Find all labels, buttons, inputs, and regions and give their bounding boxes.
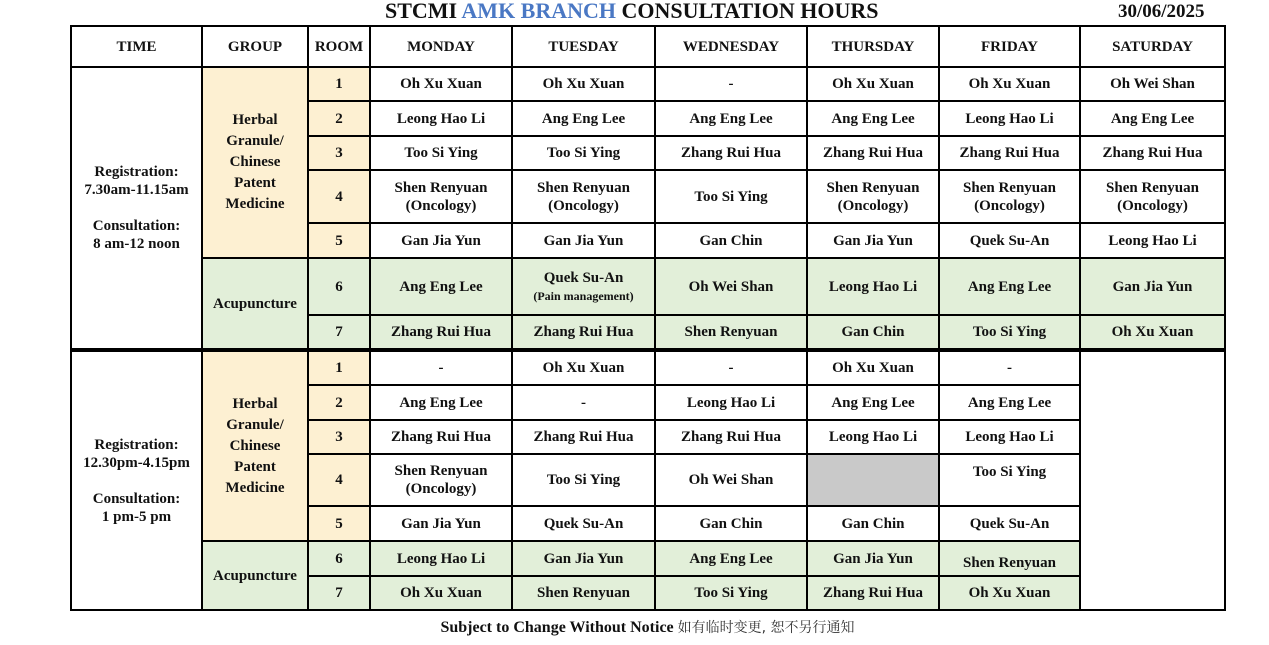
schedule-table	[70, 25, 1226, 611]
doctor-cell: -	[655, 67, 807, 101]
doctor-cell: Quek Su-An	[939, 506, 1080, 541]
doctor-cell: Oh Wei Shan	[655, 258, 807, 315]
doctor-cell: Zhang Rui Hua	[370, 315, 512, 350]
room-number: 6	[308, 541, 370, 576]
room-number: 5	[308, 506, 370, 541]
col-room: ROOM	[308, 26, 370, 67]
doctor-cell: Zhang Rui Hua	[807, 136, 939, 170]
doctor-cell: Zhang Rui Hua	[655, 136, 807, 170]
doctor-cell: Oh Wei Shan	[1080, 67, 1225, 101]
doctor-name: Shen Renyuan	[394, 463, 488, 479]
doctor-cell: Gan Jia Yun	[370, 506, 512, 541]
doctor-cell: Oh Xu Xuan	[939, 576, 1080, 610]
table-row	[71, 350, 1225, 385]
doctor-cell: Ang Eng Lee	[370, 385, 512, 420]
doctor-cell: Zhang Rui Hua	[512, 420, 655, 454]
doctor-cell: Too Si Ying	[655, 576, 807, 610]
doctor-name: Shen Renyuan	[394, 179, 488, 196]
schedule-date: 30/06/2025	[1118, 1, 1205, 22]
doctor-cell: Ang Eng Lee	[655, 101, 807, 136]
doctor-cell: Oh Wei Shan	[655, 454, 807, 506]
doctor-cell: Ang Eng Lee	[370, 258, 512, 315]
doctor-cell: -	[512, 385, 655, 420]
doctor-cell: Quek Su-An	[512, 506, 655, 541]
doctor-cell: Gan Jia Yun	[512, 223, 655, 258]
room-number: 5	[308, 223, 370, 258]
doctor-cell: Oh Xu Xuan	[807, 350, 939, 385]
group-label-line: Patent	[234, 175, 276, 191]
specialty: (Oncology)	[974, 197, 1045, 214]
room-number: 4	[308, 170, 370, 223]
doctor-cell: Gan Jia Yun	[807, 541, 939, 576]
title-branch: AMK BRANCH	[461, 0, 617, 23]
specialty: (Oncology)	[837, 197, 909, 214]
col-monday: MONDAY	[370, 26, 512, 67]
consult-time: 1 pm-5 pm	[101, 508, 172, 525]
group-label-line: Granule/	[226, 416, 284, 433]
doctor-cell: Ang Eng Lee	[807, 385, 939, 420]
doctor-cell: Quek Su-An	[939, 223, 1080, 258]
group-label-line: Chinese	[229, 437, 281, 454]
doctor-cell: Ang Eng Lee	[512, 101, 655, 136]
consult-label: Consultation:	[92, 490, 181, 507]
doctor-cell: Ang Eng Lee	[939, 385, 1080, 420]
col-group: GROUP	[202, 26, 308, 67]
col-friday: FRIDAY	[939, 26, 1080, 67]
group-herbal	[202, 67, 308, 258]
doctor-cell	[807, 170, 939, 223]
doctor-cell: -	[370, 350, 512, 385]
room-number: 3	[308, 420, 370, 454]
header-row	[71, 26, 1225, 67]
title-suffix: CONSULTATION HOURS	[621, 0, 879, 23]
doctor-cell: Ang Eng Lee	[939, 258, 1080, 315]
doctor-cell: Leong Hao Li	[370, 101, 512, 136]
doctor-cell	[939, 170, 1080, 223]
doctor-cell: Oh Xu Xuan	[1080, 315, 1225, 350]
doctor-cell: Leong Hao Li	[807, 420, 939, 454]
doctor-cell: Ang Eng Lee	[807, 101, 939, 136]
doctor-cell: Zhang Rui Hua	[807, 576, 939, 610]
doctor-cell	[512, 170, 655, 223]
reg-time: 12.30pm-4.15pm	[83, 454, 190, 471]
table-row	[71, 541, 1225, 576]
col-thursday: THURSDAY	[807, 26, 939, 67]
notice-english: Subject to Change Without Notice	[440, 619, 674, 636]
doctor-cell: Zhang Rui Hua	[512, 315, 655, 350]
saturday-closed-cell	[1080, 350, 1225, 610]
doctor-cell: Too Si Ying	[655, 170, 807, 223]
doctor-cell: Shen Renyuan	[939, 541, 1080, 576]
page-title	[385, 0, 878, 24]
doctor-cell: Zhang Rui Hua	[655, 420, 807, 454]
room-number: 2	[308, 101, 370, 136]
doctor-cell: Shen Renyuan	[512, 576, 655, 610]
doctor-cell: Zhang Rui Hua	[1080, 136, 1225, 170]
reg-label: Registration:	[94, 436, 179, 453]
doctor-name: Shen Renyuan	[963, 179, 1056, 196]
group-acupuncture: Acupuncture	[202, 541, 308, 610]
doctor-cell: Gan Jia Yun	[807, 223, 939, 258]
doctor-cell: Gan Jia Yun	[512, 541, 655, 576]
room-number: 3	[308, 136, 370, 170]
reg-label: Registration:	[94, 164, 179, 180]
doctor-cell: -	[655, 350, 807, 385]
doctor-cell: Gan Chin	[807, 506, 939, 541]
doctor-cell: Leong Hao Li	[655, 385, 807, 420]
table-row	[71, 67, 1225, 101]
col-tuesday: TUESDAY	[512, 26, 655, 67]
col-time: TIME	[71, 26, 202, 67]
specialty: (Pain management)	[533, 288, 634, 303]
room-number: 1	[308, 350, 370, 385]
footer-notice	[0, 617, 1269, 637]
doctor-cell: Oh Xu Xuan	[512, 67, 655, 101]
doctor-cell: Oh Xu Xuan	[939, 67, 1080, 101]
doctor-cell: Too Si Ying	[939, 454, 1080, 506]
doctor-name: Shen Renyuan	[1106, 179, 1199, 196]
notice-chinese: 如有临时变更, 恕不另行通知	[677, 620, 855, 636]
doctor-cell	[512, 258, 655, 315]
doctor-cell: Too Si Ying	[512, 454, 655, 506]
doctor-cell: Gan Chin	[807, 315, 939, 350]
specialty: (Oncology)	[405, 197, 477, 214]
room-number: 7	[308, 315, 370, 350]
doctor-cell: Ang Eng Lee	[1080, 101, 1225, 136]
consult-label: Consultation:	[92, 218, 181, 234]
doctor-cell: Gan Chin	[655, 506, 807, 541]
afternoon-time-cell	[71, 350, 202, 610]
doctor-cell: Too Si Ying	[370, 136, 512, 170]
title-prefix: STCMI	[385, 0, 458, 23]
doctor-cell	[1080, 170, 1225, 223]
group-label-line: Patent	[234, 458, 276, 475]
doctor-cell: Leong Hao Li	[1080, 223, 1225, 258]
group-acupuncture: Acupuncture	[202, 258, 308, 350]
doctor-cell: Oh Xu Xuan	[370, 67, 512, 101]
room-number: 2	[308, 385, 370, 420]
doctor-name: Quek Su-An	[543, 269, 624, 286]
col-wednesday: WEDNESDAY	[655, 26, 807, 67]
table-row	[71, 258, 1225, 315]
doctor-cell: Oh Xu Xuan	[370, 576, 512, 610]
doctor-name: Shen Renyuan	[537, 179, 630, 196]
doctor-cell: Gan Chin	[655, 223, 807, 258]
doctor-cell: Shen Renyuan	[655, 315, 807, 350]
unavailable-cell	[807, 454, 939, 506]
group-label-line: Chinese	[229, 154, 281, 170]
doctor-cell: Too Si Ying	[939, 315, 1080, 350]
specialty: (Oncology)	[1117, 197, 1188, 214]
specialty: (Oncology)	[548, 197, 619, 214]
group-label-line: Herbal	[232, 395, 278, 412]
group-label-line: Herbal	[232, 112, 278, 128]
doctor-cell: Oh Xu Xuan	[807, 67, 939, 101]
doctor-cell: Zhang Rui Hua	[370, 420, 512, 454]
doctor-cell: Ang Eng Lee	[655, 541, 807, 576]
doctor-cell: Leong Hao Li	[370, 541, 512, 576]
doctor-cell	[370, 454, 512, 506]
doctor-cell	[370, 170, 512, 223]
doctor-cell: Gan Jia Yun	[370, 223, 512, 258]
room-number: 4	[308, 454, 370, 506]
room-number: 7	[308, 576, 370, 610]
consult-time: 8 am-12 noon	[93, 236, 180, 252]
doctor-cell: Too Si Ying	[512, 136, 655, 170]
specialty: (Oncology)	[405, 481, 477, 497]
group-herbal	[202, 350, 308, 541]
doctor-name: Shen Renyuan	[826, 179, 920, 196]
col-saturday: SATURDAY	[1080, 26, 1225, 67]
doctor-cell: -	[939, 350, 1080, 385]
room-number: 1	[308, 67, 370, 101]
morning-time-cell	[71, 67, 202, 350]
doctor-cell: Oh Xu Xuan	[512, 350, 655, 385]
room-number: 6	[308, 258, 370, 315]
doctor-cell: Zhang Rui Hua	[939, 136, 1080, 170]
doctor-cell: Gan Jia Yun	[1080, 258, 1225, 315]
group-label-line: Granule/	[226, 133, 284, 149]
doctor-cell: Leong Hao Li	[939, 101, 1080, 136]
doctor-cell: Leong Hao Li	[939, 420, 1080, 454]
doctor-cell: Leong Hao Li	[807, 258, 939, 315]
group-label-line: Medicine	[225, 196, 285, 212]
reg-time: 7.30am-11.15am	[84, 182, 189, 198]
group-label-line: Medicine	[225, 479, 285, 496]
